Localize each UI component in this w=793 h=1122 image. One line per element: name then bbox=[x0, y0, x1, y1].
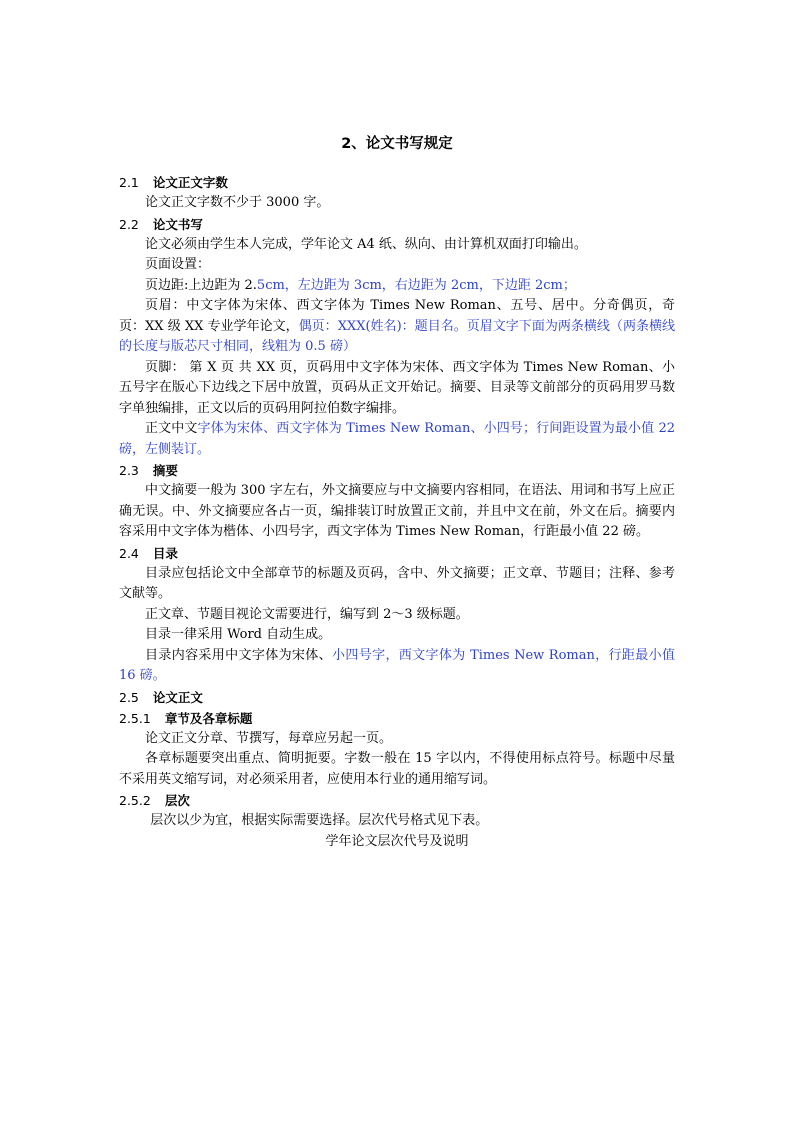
highlighted-text-run: 5cm，左边距为 3cm，右边距为 2cm，下边距 2cm； bbox=[256, 277, 576, 293]
heading-text: 目录 bbox=[152, 545, 178, 561]
paragraph: 各章标题要突出重点、简明扼要。字数一般在 15 字以内，不得使用标点符号。标题中尽量不采用英文缩写词，对必须采用者，应使用本行业的通用缩写词。 bbox=[119, 751, 675, 787]
table-caption: 学年论文层次代号及说明 bbox=[325, 833, 469, 849]
heading-number: 2.3 bbox=[119, 463, 139, 478]
paragraph-body-font bbox=[119, 419, 675, 460]
paragraph: 层次以少为宜，根据实际需要选择。层次代号格式见下表。 bbox=[150, 813, 489, 828]
heading-number: 2.1 bbox=[119, 175, 139, 190]
heading-number: 2.5 bbox=[119, 689, 139, 705]
paragraph-toc-font bbox=[119, 646, 675, 687]
heading-number: 2.4 bbox=[119, 545, 139, 561]
heading-text: 论文正文字数 bbox=[152, 175, 228, 190]
heading-2-4 bbox=[119, 543, 675, 564]
paragraph: 中文摘要一般为 300 字左右，外文摘要应与中文摘要内容相同，在语法、用词和书写上应正确无误。中、外文摘要应各占一页，编排装订时放置正文前，并且中文在前，外文在后。摘要内容采用中文字体为楷体、小四号字，西文字体为 Times New Roman，行距最小值 22 磅。 bbox=[119, 483, 675, 539]
paragraph: 正文章、节题目视论文需要进行，编写到 2～3 级标题。 bbox=[145, 606, 469, 622]
text-run: 页眉：中文字体为宋体、西文字体为 Times New Roman、五号、居中。分奇偶页，奇页：XX 级 XX 专业学年论文， bbox=[119, 298, 675, 334]
heading-text: 论文正文 bbox=[152, 689, 203, 705]
paragraph-header bbox=[119, 296, 675, 358]
highlighted-text-run: 小四号字，西文字体为 Times New Roman，行距最小值 16 磅。 bbox=[119, 647, 675, 683]
heading-number: 2.5.2 bbox=[119, 793, 151, 808]
paragraph-footer: 页脚： 第 X 页 共 XX 页，页码用中文字体为宋体、西文字体为 Times New Roman、小五号字在版心下边线之下居中放置，页码从正文开始记。摘要、目录等文前部分的页码用罗马数字单独编排，正文以后的页码用阿拉伯数字编排。 bbox=[119, 359, 675, 416]
highlighted-text-run: 偶页：XXX(姓名)：题目名。页眉文字下面为两条横线（两条横线的长度与版芯尺寸相同，线粗为 0.5 磅） bbox=[119, 318, 675, 354]
text-run: 目录内容采用中文字体为宋体、 bbox=[145, 647, 333, 663]
highlighted-text-run: 字体为宋体、西文字体为 Times New Roman、小四号；行间距设置为最小值 22 磅，左侧装订。 bbox=[119, 421, 675, 457]
paragraph: 论文正文分章、节撰写，每章应另起一页。 bbox=[145, 730, 393, 746]
heading-2-1 bbox=[119, 172, 675, 193]
heading-text: 层次 bbox=[164, 793, 190, 808]
heading-2-2 bbox=[119, 214, 675, 235]
heading-2-3 bbox=[119, 460, 675, 481]
heading-2-5-2 bbox=[119, 790, 675, 811]
paragraph: 论文正文字数不少于 3000 字。 bbox=[145, 195, 330, 210]
paragraph-margins bbox=[119, 276, 675, 297]
paragraph: 目录一律采用 Word 自动生成。 bbox=[145, 627, 332, 642]
heading-text: 章节及各章标题 bbox=[164, 710, 253, 726]
text-run: 页边距:上边距为 2. bbox=[145, 277, 257, 293]
page-title: 2、论文书写规定 bbox=[341, 136, 453, 152]
document-body bbox=[119, 132, 675, 852]
heading-number: 2.2 bbox=[119, 216, 139, 232]
paragraph: 页面设置： bbox=[145, 257, 211, 272]
paragraph: 目录应包括论文中全部章节的标题及页码，含中、外文摘要；正文章、节题目；注释、参考文献等。 bbox=[119, 565, 675, 601]
heading-text: 摘要 bbox=[152, 463, 178, 478]
heading-2-5-1 bbox=[119, 708, 675, 729]
heading-text: 论文书写 bbox=[152, 216, 203, 232]
heading-number: 2.5.1 bbox=[119, 710, 151, 726]
heading-2-5 bbox=[119, 687, 675, 708]
text-run: 正文中文 bbox=[145, 421, 198, 436]
paragraph: 论文必须由学生本人完成，学年论文 A4 纸、纵向、由计算机双面打印输出。 bbox=[145, 236, 587, 252]
